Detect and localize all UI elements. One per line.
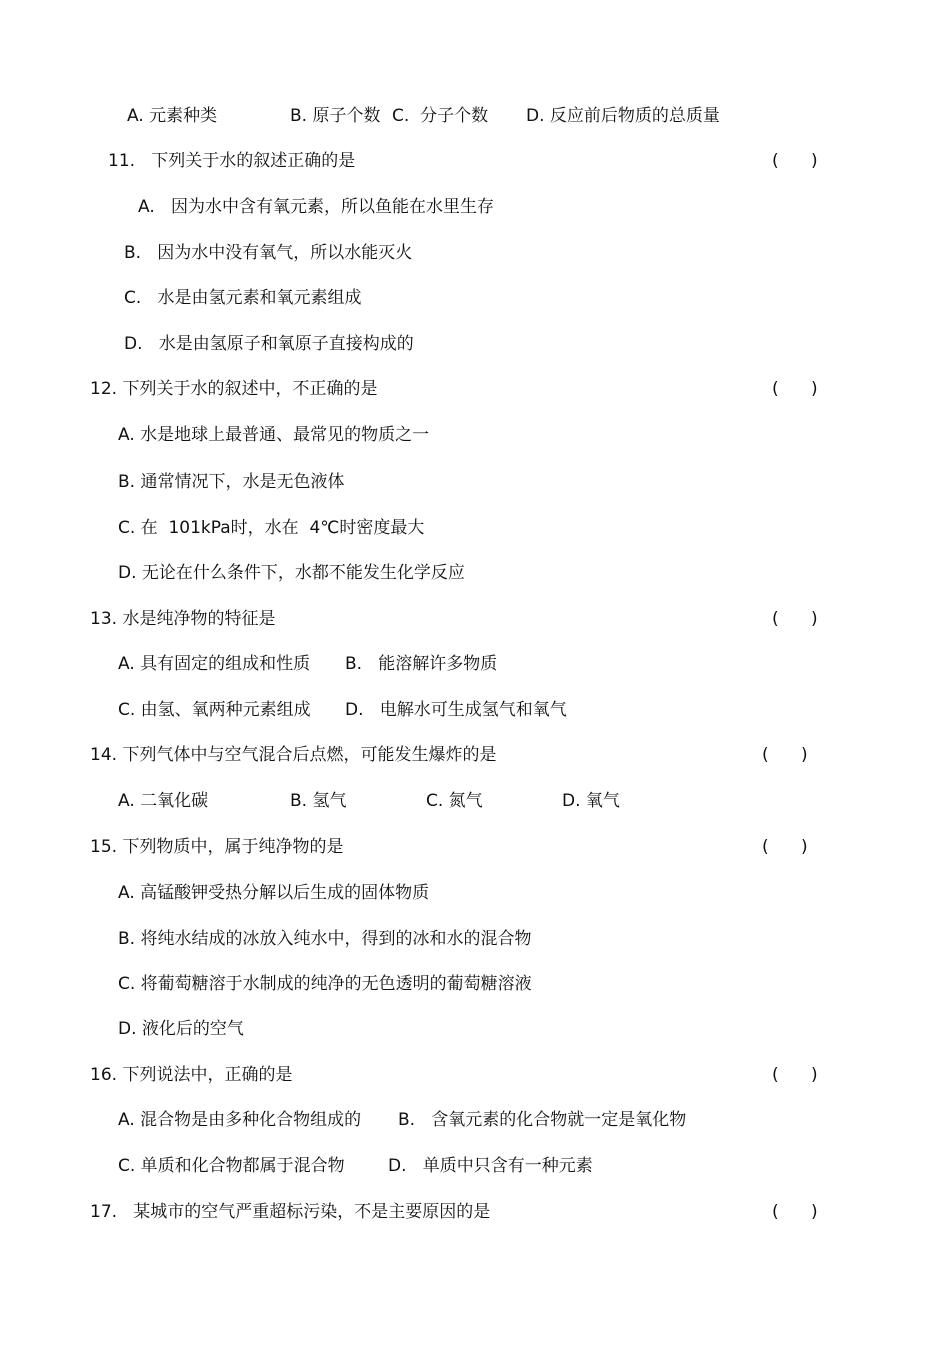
q14-answer-blank: ( ) — [762, 745, 808, 765]
q14-option-b: B. 氢气 — [290, 791, 347, 811]
q13-answer-blank: ( ) — [772, 609, 818, 629]
q15-option-d: D. 液化后的空气 — [118, 1019, 244, 1039]
q13-option-a: A. 具有固定的组成和性质 — [118, 654, 311, 674]
q14-option-a: A. 二氧化碳 — [118, 791, 209, 811]
q12-option-d: D. 无论在什么条件下，水都不能发生化学反应 — [118, 563, 465, 583]
q10-option-a: A. 元素种类 — [127, 106, 218, 126]
q11-option-d: D. 水是由氢原子和氧原子直接构成的 — [124, 334, 414, 354]
q14-stem: 14. 下列气体中与空气混合后点燃，可能发生爆炸的是 — [90, 745, 497, 765]
q15-option-c: C. 将葡萄糖溶于水制成的纯净的无色透明的葡萄糖溶液 — [118, 974, 532, 994]
q12-option-a: A. 水是地球上最普通、最常见的物质之一 — [118, 425, 430, 445]
q13-option-d: D. 电解水可生成氢气和氧气 — [345, 700, 567, 720]
q16-stem: 16. 下列说法中，正确的是 — [90, 1065, 293, 1085]
q17-answer-blank: ( ) — [772, 1202, 818, 1222]
q11-stem: 11. 下列关于水的叙述正确的是 — [108, 151, 356, 171]
q13-option-c: C. 由氢、氧两种元素组成 — [118, 700, 311, 720]
q10-option-d: D. 反应前后物质的总质量 — [526, 106, 720, 126]
q12-answer-blank: ( ) — [772, 379, 818, 399]
q14-option-d: D. 氧气 — [562, 791, 620, 811]
q16-option-b: B. 含氧元素的化合物就一定是氧化物 — [398, 1110, 687, 1130]
q15-option-a: A. 高锰酸钾受热分解以后生成的固体物质 — [118, 883, 430, 903]
q10-option-c: C. 分子个数 — [392, 106, 489, 126]
q13-stem: 13. 水是纯净物的特征是 — [90, 609, 276, 629]
q15-option-b: B. 将纯水结成的冰放入纯水中，得到的冰和水的混合物 — [118, 929, 532, 949]
q14-option-c: C. 氮气 — [426, 791, 483, 811]
q16-option-a: A. 混合物是由多种化合物组成的 — [118, 1110, 362, 1130]
q11-option-b: B. 因为水中没有氧气，所以水能灭火 — [124, 243, 413, 263]
q16-answer-blank: ( ) — [772, 1065, 818, 1085]
q10-option-b: B. 原子个数 — [290, 106, 381, 126]
q16-option-d: D. 单质中只含有一种元素 — [388, 1156, 593, 1176]
q17-stem: 17. 某城市的空气严重超标污染，不是主要原因的是 — [90, 1202, 491, 1222]
q16-option-c: C. 单质和化合物都属于混合物 — [118, 1156, 345, 1176]
q12-option-c: C. 在 101kPa时，水在 4℃时密度最大 — [118, 518, 425, 538]
q12-stem: 12. 下列关于水的叙述中，不正确的是 — [90, 379, 378, 399]
q12-option-b: B. 通常情况下，水是无色液体 — [118, 472, 345, 492]
q11-option-c: C. 水是由氢元素和氧元素组成 — [124, 288, 362, 308]
q15-stem: 15. 下列物质中，属于纯净物的是 — [90, 837, 344, 857]
q13-option-b: B. 能溶解许多物质 — [345, 654, 498, 674]
q11-option-a: A. 因为水中含有氧元素，所以鱼能在水里生存 — [138, 197, 494, 217]
q15-answer-blank: ( ) — [762, 837, 808, 857]
q11-answer-blank: ( ) — [772, 151, 818, 171]
